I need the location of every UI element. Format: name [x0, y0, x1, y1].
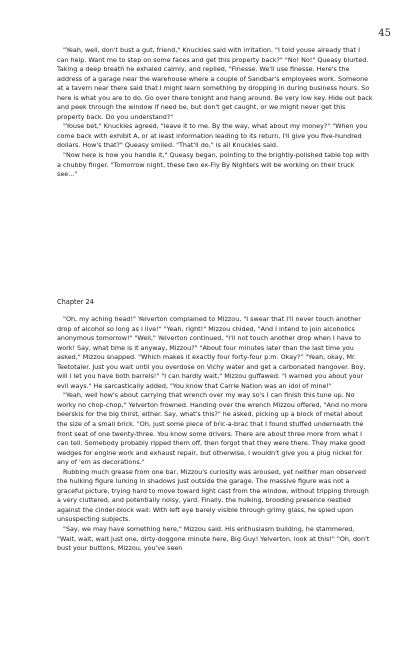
paragraph: "Yeah, well, don't bust a gut, friend," Knuckles said with irritation. "I told youse already that I can help. Want me to step on some faces and get this property back?" "No! No!" Queasy blurted. Taking a deep breath he exhaled calmly, and replied, "Finesse. We'll use finesse. Here's the address of a garage near the warehouse where a couple of Sandbar's employees work. Someone at a tavern near there said that I might learn something by dropping in during business hours. So here is what you are to do. Go over there tonight and hang around. Be very low key. Hide out back and peek through the window if need be, but don't get caught, or we might never get this property back. Do you understand?": [57, 46, 373, 121]
paragraph: "Say, we may have something here," Mizzou said. His enthusiasm building, he stammered, "Wait, wait, wait just one, dirty-doggone minute here, Big Guy! Yelverton, look at this!" "Oh, don't bust your buttons, Mizzou, you've seen: [57, 525, 370, 553]
section-1-text: [57, 46, 373, 180]
paragraph: "Oh, my aching head!" Yelverton complained to Mizzou, "I swear that I'll never touch another drop of alcohol so long as I live!" "Yeah, right!" Mizzou chided, "And I intend to join alcoholics anonymous tomorrow!" "Well," Yelverton continued, "I'll not touch another drop when I have to work! Say, what time is it anyway, Mizzou?" "About four minutes later than the last time you asked," Mizzou snapped. "Which makes it exactly four forty-four p.m. Okay?" "Yeah, okay, Mr. Teetotaler. Just you wait until you overdose on Vichy water and get a carbonated hangover. Boy, will I let you have both barrels!" "I can hardly wait," Mizzou guffawed. "I warned you about your evil ways." He sarcastically added, "You know that Carrie Nation was an idol of mine!": [57, 315, 366, 390]
page-number: 45: [378, 28, 391, 39]
chapter-heading: Chapter 24: [57, 298, 94, 306]
paragraph: "Yeah, well how's about carrying that wrench over my way so's I can finish this tune up. No worky no chop-chop," Yelverton frowned. Handing over the wrench Mizzou offered, "And no more beerskis for the big thirst, either. Say, what's this?" he asked, picking up a block of metal about the size of a small brick. "Oh, just some piece of bric-a-brac that I found stuffed underneath the front seat of one twenty-three. You know some drivers. There are about three more from what I can tell. Somebody probably ripped them off, then forgot that they were there. They make good wedges for engine work and exhaust repair, but otherwise, I wouldn't give you a plug nickel for any of 'em as decorations.": [57, 391, 368, 467]
paragraph: "Youse bet," Knuckles agreed, "leave it to me. By the way, what about my money?" "When you come back with exhibit A, or at least information leading to its return, I'll give you five-hundred dollars. How's that?" Queasy smiled. "That'll do," is all Knuckles said.: [57, 122, 368, 150]
paragraph: "Now here is how you handle it," Queasy began, pointing to the brightly-polished table top with a chubby finger. "Tomorrow night, these two ex-Fly By Nighters will be working on their truck see...": [57, 151, 369, 179]
section-2-text: [57, 315, 373, 554]
paragraph: Rubbing much grease from one bar, Mizzou's curiosity was aroused, yet neither man observed the hulking figure lurking in shadows just outside the garage. The massive figure was not a graceful picture, trying hard to move toward light cast from the window, without tripping through a very cluttered, and potentially noisy, yard. Finally, the hulking, brooding presence nestled against the cinder-block wall: With left eye barely visible through grimy glass, he spied upon unsuspecting subjects.: [57, 467, 369, 524]
